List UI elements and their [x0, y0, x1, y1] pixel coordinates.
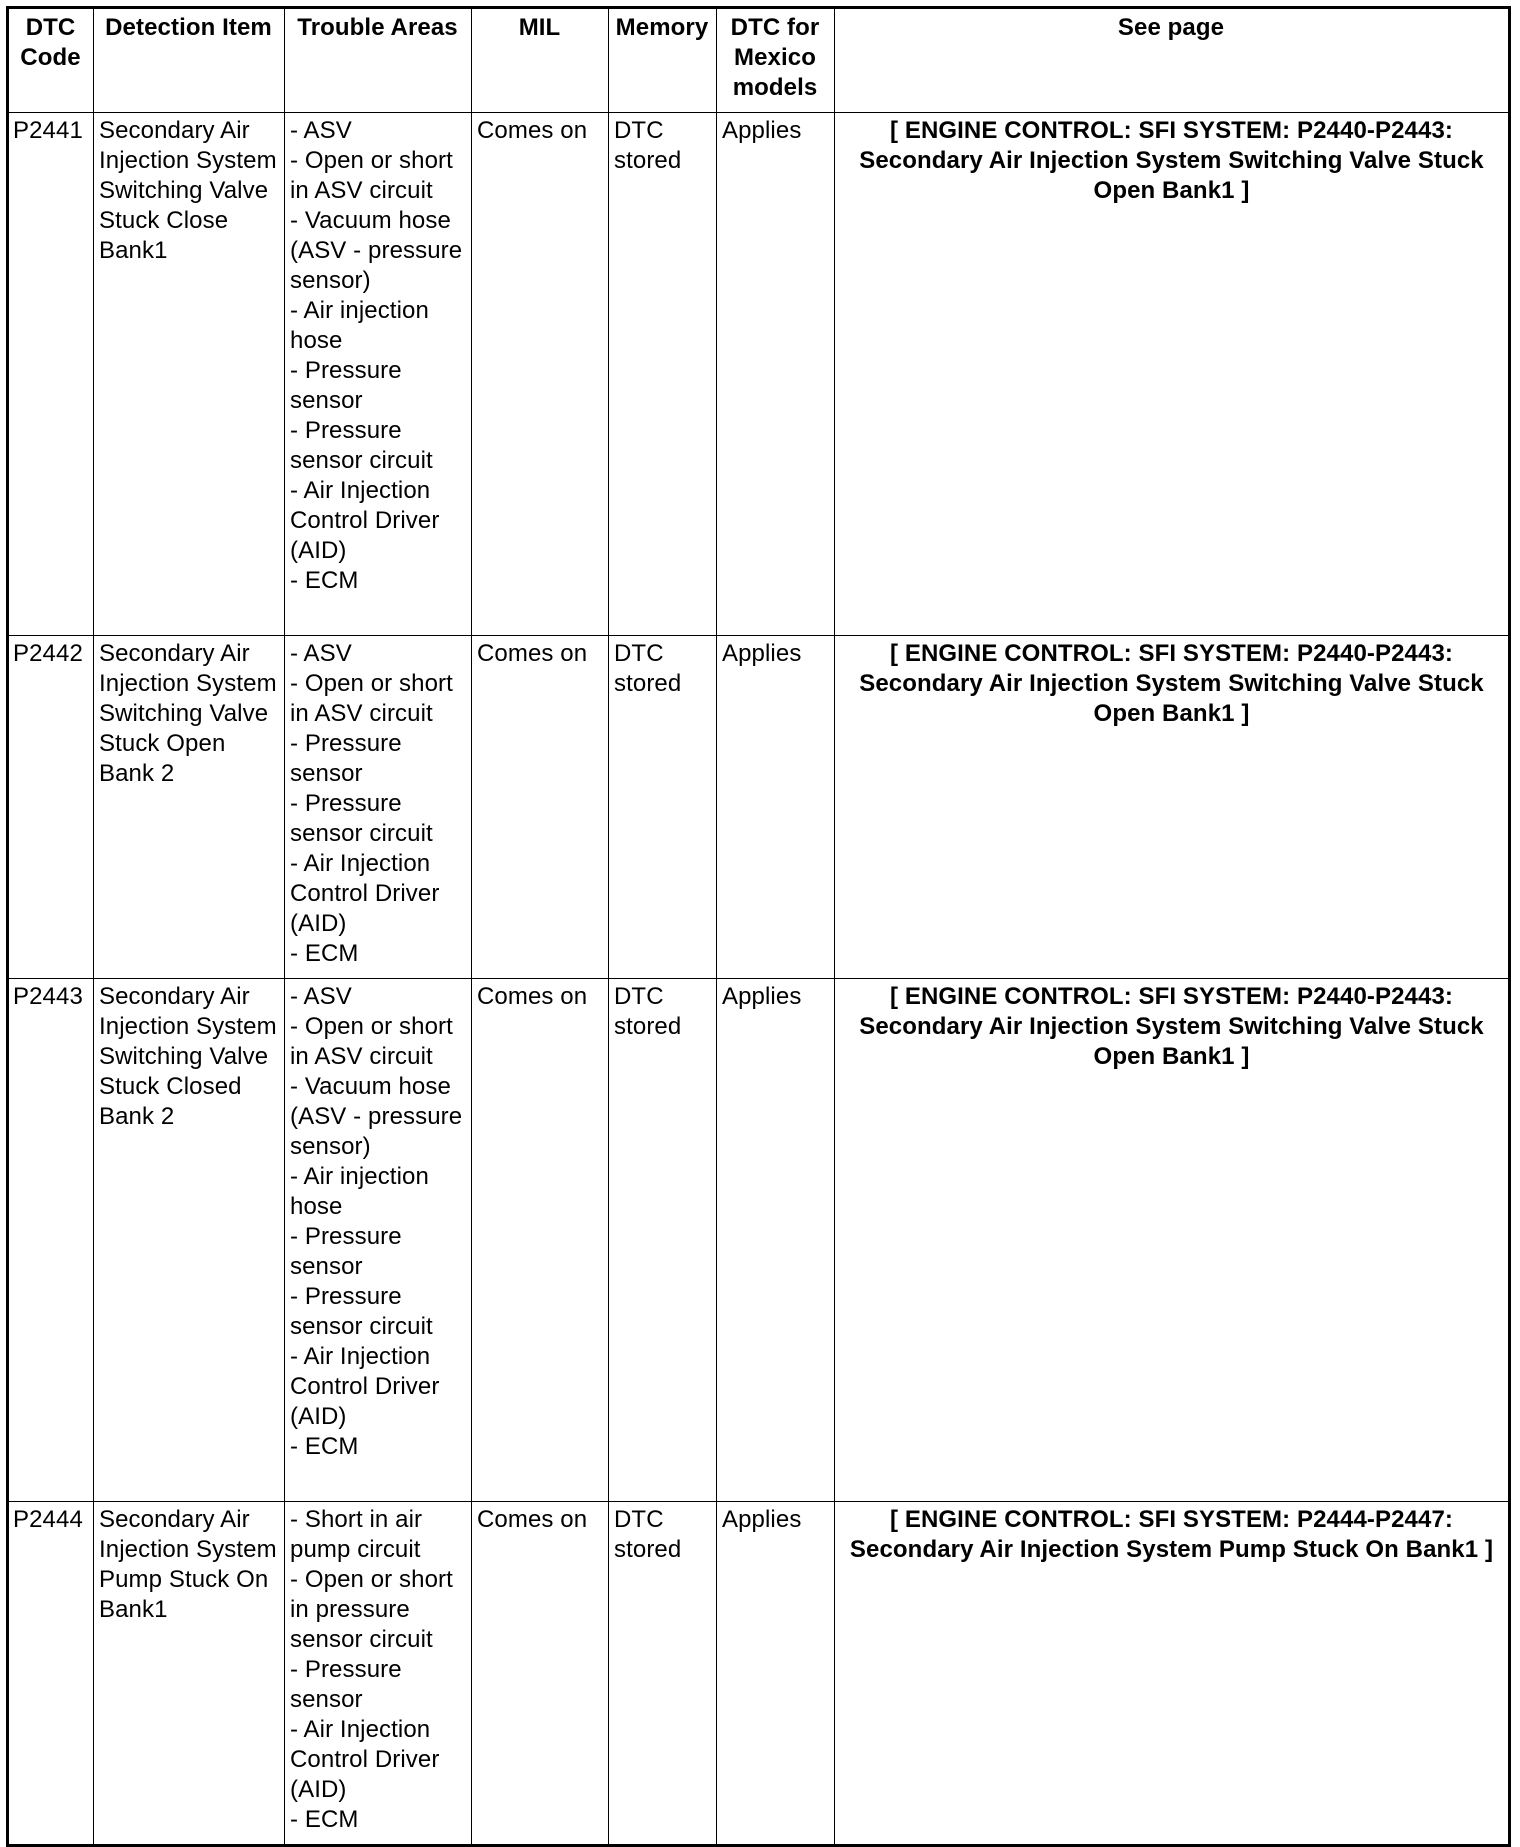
mil-cell: Comes on	[472, 1502, 609, 1846]
trouble-areas-cell	[285, 636, 472, 979]
trouble-area-item: - Pressure sensor	[290, 357, 402, 414]
trouble-area-item: - ECM	[290, 1433, 359, 1460]
table-row	[8, 113, 1510, 636]
trouble-area-item: - ASV	[290, 983, 352, 1010]
see-page-link[interactable]: [ ENGINE CONTROL: SFI SYSTEM: P2440-P2443: Secondary Air Injection System Switching Valve Stuck Open Bank1 ]	[835, 979, 1510, 1502]
detection-item-cell: Secondary Air Injection System Switching Valve Stuck Close Bank1	[94, 113, 285, 636]
mil-cell: Comes on	[472, 979, 609, 1502]
trouble-area-item: - Pressure sensor circuit	[290, 1283, 433, 1340]
trouble-area-item: - Pressure sensor circuit	[290, 417, 433, 474]
dtc-code-cell: P2441	[8, 113, 94, 636]
trouble-area-item: - Air Injection Control Driver (AID)	[290, 1343, 440, 1430]
mil-cell: Comes on	[472, 113, 609, 636]
table-row	[8, 979, 1510, 1502]
detection-item-cell: Secondary Air Injection System Switching Valve Stuck Open Bank 2	[94, 636, 285, 979]
mexico-cell: Applies	[717, 113, 835, 636]
trouble-area-item: - ASV	[290, 117, 352, 144]
mexico-cell: Applies	[717, 1502, 835, 1846]
trouble-area-item: - Vacuum hose (ASV - pressure sensor)	[290, 1073, 463, 1160]
trouble-areas-cell	[285, 979, 472, 1502]
see-page-link[interactable]: [ ENGINE CONTROL: SFI SYSTEM: P2440-P2443: Secondary Air Injection System Switching Valve Stuck Open Bank1 ]	[835, 636, 1510, 979]
mexico-cell: Applies	[717, 979, 835, 1502]
table-row	[8, 1502, 1510, 1846]
detection-item-cell: Secondary Air Injection System Switching Valve Stuck Closed Bank 2	[94, 979, 285, 1502]
header-memory: Memory	[609, 8, 717, 113]
trouble-area-item: - ECM	[290, 1806, 359, 1833]
trouble-area-item: - Air injection hose	[290, 297, 429, 354]
header-detection-item: Detection Item	[94, 8, 285, 113]
dtc-table	[6, 6, 1511, 1847]
header-dtc-mexico: DTC for Mexico models	[717, 8, 835, 113]
trouble-area-item: - Air Injection Control Driver (AID)	[290, 477, 440, 564]
mexico-cell: Applies	[717, 636, 835, 979]
trouble-area-item: - ECM	[290, 940, 359, 967]
header-dtc-code: DTC Code	[8, 8, 94, 113]
trouble-area-item: - Open or short in pressure sensor circuit	[290, 1566, 453, 1653]
trouble-area-item: - Air injection hose	[290, 1163, 429, 1220]
trouble-area-item: - Pressure sensor	[290, 730, 402, 787]
memory-cell: DTC stored	[609, 979, 717, 1502]
trouble-areas-cell	[285, 1502, 472, 1846]
dtc-code-cell: P2444	[8, 1502, 94, 1846]
memory-cell: DTC stored	[609, 636, 717, 979]
trouble-area-item: - Open or short in ASV circuit	[290, 1013, 453, 1070]
trouble-area-item: - Open or short in ASV circuit	[290, 670, 453, 727]
trouble-area-item: - Short in air pump circuit	[290, 1506, 423, 1563]
trouble-area-item: - Open or short in ASV circuit	[290, 147, 453, 204]
memory-cell: DTC stored	[609, 1502, 717, 1846]
trouble-area-item: - Pressure sensor	[290, 1223, 402, 1280]
trouble-area-item: - Vacuum hose (ASV - pressure sensor)	[290, 207, 463, 294]
header-see-page: See page	[835, 8, 1510, 113]
trouble-area-item: - Air Injection Control Driver (AID)	[290, 850, 440, 937]
mil-cell: Comes on	[472, 636, 609, 979]
trouble-area-item: - Pressure sensor circuit	[290, 790, 433, 847]
trouble-area-item: - ECM	[290, 567, 359, 594]
header-row	[8, 8, 1510, 113]
memory-cell: DTC stored	[609, 113, 717, 636]
trouble-areas-cell	[285, 113, 472, 636]
detection-item-cell: Secondary Air Injection System Pump Stuck On Bank1	[94, 1502, 285, 1846]
trouble-area-item: - Air Injection Control Driver (AID)	[290, 1716, 440, 1803]
see-page-link[interactable]: [ ENGINE CONTROL: SFI SYSTEM: P2444-P2447: Secondary Air Injection System Pump Stuck On Bank1 ]	[835, 1502, 1510, 1846]
header-trouble-areas: Trouble Areas	[285, 8, 472, 113]
trouble-area-item: - Pressure sensor	[290, 1656, 402, 1713]
dtc-code-cell: P2443	[8, 979, 94, 1502]
trouble-area-item: - ASV	[290, 640, 352, 667]
table-row	[8, 636, 1510, 979]
header-mil: MIL	[472, 8, 609, 113]
dtc-code-cell: P2442	[8, 636, 94, 979]
see-page-link[interactable]: [ ENGINE CONTROL: SFI SYSTEM: P2440-P2443: Secondary Air Injection System Switching Valve Stuck Open Bank1 ]	[835, 113, 1510, 636]
